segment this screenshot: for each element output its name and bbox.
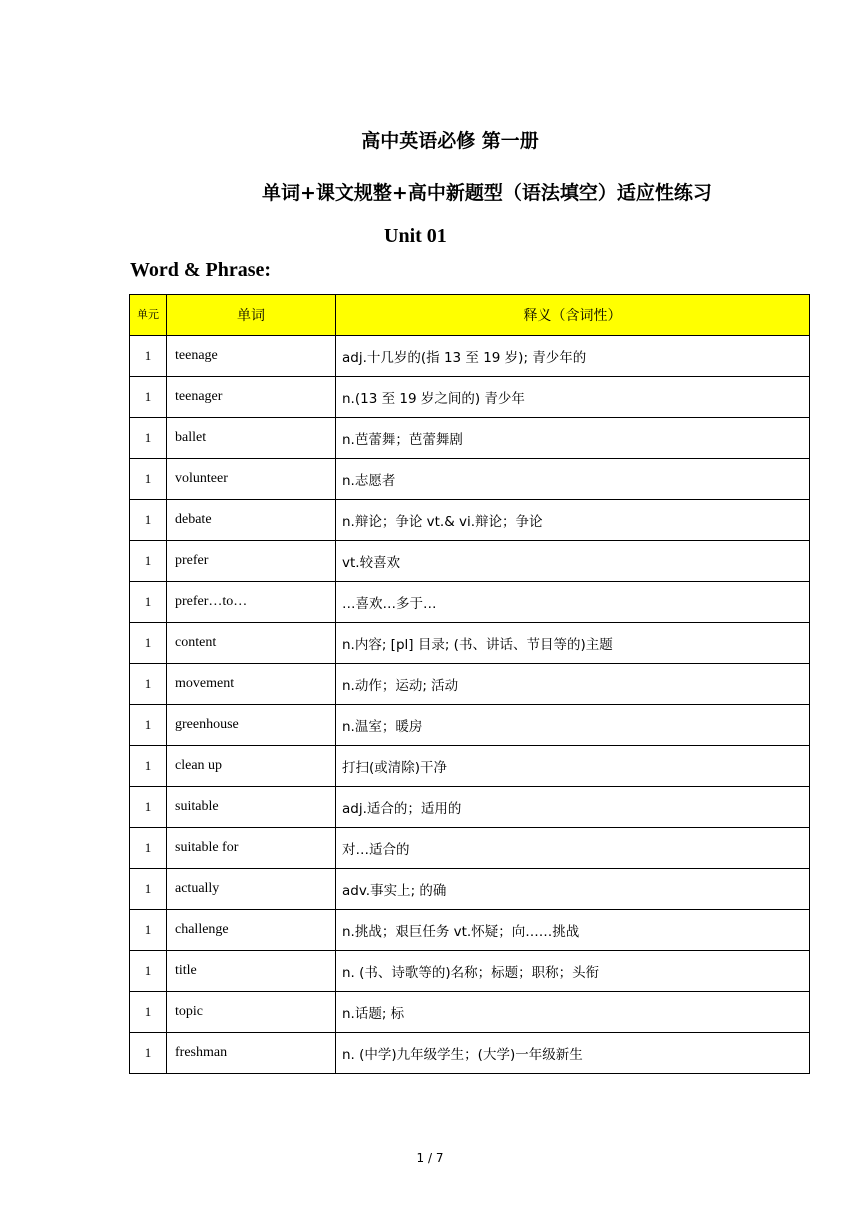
- cell-unit: 1: [130, 705, 167, 746]
- cell-definition: n.话题; 标: [336, 992, 810, 1033]
- cell-unit: 1: [130, 951, 167, 992]
- cell-unit: 1: [130, 336, 167, 377]
- table-row: [130, 869, 810, 910]
- cell-unit: 1: [130, 377, 167, 418]
- cell-word: volunteer: [167, 459, 336, 500]
- cell-definition: n.内容; [pl] 目录; (书、讲话、节目等的)主题: [336, 623, 810, 664]
- unit-heading: Unit 01: [384, 225, 447, 247]
- cell-word: title: [167, 951, 336, 992]
- cell-word: greenhouse: [167, 705, 336, 746]
- cell-word: freshman: [167, 1033, 336, 1074]
- table-row: [130, 787, 810, 828]
- table-header-row: [130, 295, 810, 336]
- cell-unit: 1: [130, 910, 167, 951]
- cell-word: actually: [167, 869, 336, 910]
- cell-unit: 1: [130, 623, 167, 664]
- header-definition: 释义（含词性）: [336, 295, 810, 336]
- cell-unit: 1: [130, 746, 167, 787]
- cell-word: ballet: [167, 418, 336, 459]
- cell-word: movement: [167, 664, 336, 705]
- table-row: [130, 336, 810, 377]
- cell-definition: n.动作；运动; 活动: [336, 664, 810, 705]
- cell-word: teenage: [167, 336, 336, 377]
- cell-word: teenager: [167, 377, 336, 418]
- document-title: 高中英语必修 第一册: [361, 130, 539, 152]
- cell-definition: n.志愿者: [336, 459, 810, 500]
- cell-word: content: [167, 623, 336, 664]
- cell-word: prefer: [167, 541, 336, 582]
- cell-definition: n. (书、诗歌等的)名称；标题；职称；头衔: [336, 951, 810, 992]
- cell-definition: 打扫(或清除)干净: [336, 746, 810, 787]
- cell-word: clean up: [167, 746, 336, 787]
- table-row: [130, 623, 810, 664]
- table-row: [130, 746, 810, 787]
- header-word: 单词: [167, 295, 336, 336]
- cell-unit: 1: [130, 828, 167, 869]
- cell-unit: 1: [130, 582, 167, 623]
- table-row: [130, 418, 810, 459]
- cell-definition: …喜欢…多于…: [336, 582, 810, 623]
- table-row: [130, 500, 810, 541]
- cell-definition: 对…适合的: [336, 828, 810, 869]
- cell-unit: 1: [130, 869, 167, 910]
- cell-definition: n.(13 至 19 岁之间的) 青少年: [336, 377, 810, 418]
- cell-unit: 1: [130, 992, 167, 1033]
- cell-definition: adj.适合的；适用的: [336, 787, 810, 828]
- cell-unit: 1: [130, 459, 167, 500]
- cell-unit: 1: [130, 664, 167, 705]
- table-row: [130, 1033, 810, 1074]
- document-subtitle: 单词+课文规整+高中新题型（语法填空）适应性练习: [262, 182, 712, 204]
- cell-definition: n.芭蕾舞；芭蕾舞剧: [336, 418, 810, 459]
- section-heading: Word & Phrase:: [130, 259, 272, 281]
- cell-unit: 1: [130, 418, 167, 459]
- cell-word: topic: [167, 992, 336, 1033]
- cell-unit: 1: [130, 500, 167, 541]
- table-row: [130, 541, 810, 582]
- header-unit: 单元: [130, 295, 167, 336]
- table-row: [130, 992, 810, 1033]
- table-row: [130, 828, 810, 869]
- cell-word: debate: [167, 500, 336, 541]
- cell-definition: adv.事实上; 的确: [336, 869, 810, 910]
- vocabulary-table: [129, 294, 810, 1074]
- cell-definition: n. (中学)九年级学生；(大学)一年级新生: [336, 1033, 810, 1074]
- table-row: [130, 664, 810, 705]
- cell-word: prefer…to…: [167, 582, 336, 623]
- table-row: [130, 910, 810, 951]
- table-row: [130, 582, 810, 623]
- cell-definition: adj.十几岁的(指 13 至 19 岁); 青少年的: [336, 336, 810, 377]
- cell-word: challenge: [167, 910, 336, 951]
- cell-definition: vt.较喜欢: [336, 541, 810, 582]
- cell-unit: 1: [130, 541, 167, 582]
- page-number: 1 / 7: [416, 1151, 444, 1165]
- cell-unit: 1: [130, 1033, 167, 1074]
- table-row: [130, 459, 810, 500]
- cell-definition: n.温室；暖房: [336, 705, 810, 746]
- cell-definition: n.辩论；争论 vt.& vi.辩论；争论: [336, 500, 810, 541]
- cell-definition: n.挑战；艰巨任务 vt.怀疑；向……挑战: [336, 910, 810, 951]
- cell-unit: 1: [130, 787, 167, 828]
- cell-word: suitable: [167, 787, 336, 828]
- table-row: [130, 951, 810, 992]
- table-row: [130, 705, 810, 746]
- table-body: [130, 336, 810, 1074]
- cell-word: suitable for: [167, 828, 336, 869]
- table-row: [130, 377, 810, 418]
